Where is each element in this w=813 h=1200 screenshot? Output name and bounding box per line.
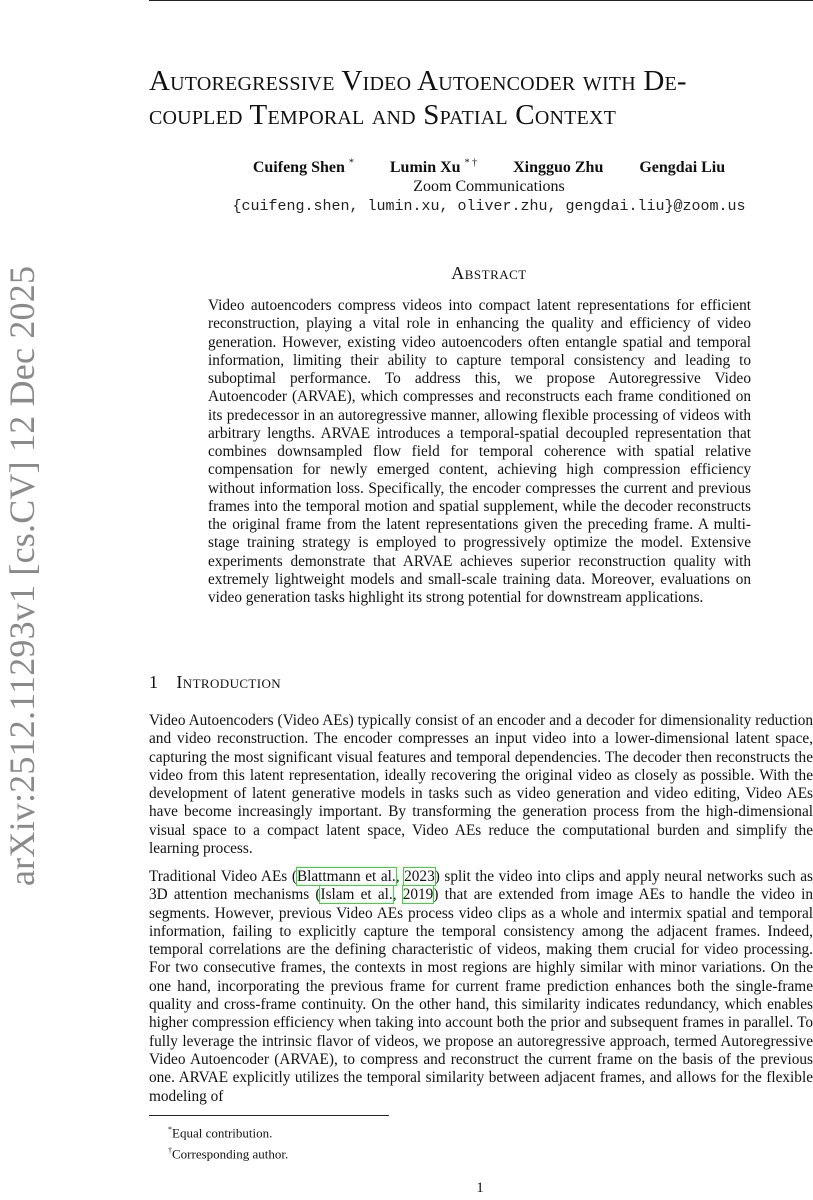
author xyxy=(253,159,354,176)
affiliation: Zoom Communications xyxy=(413,178,565,195)
title-line-1: Autoregressive Video Autoencoder with De- xyxy=(149,65,687,97)
author xyxy=(513,159,603,176)
footnote-mark: † xyxy=(168,1146,172,1156)
footnote-text: Corresponding author. xyxy=(172,1146,289,1162)
section-title: Introduction xyxy=(176,672,282,692)
paragraph-text: ) that are extended from image AEs to handle the video in segments. However, previous Video AEs process video clips as a whole and intermix spatial and temporal information, failing to explicitly capture the temporal consistency among the adjacent frames. Indeed, temporal correlations are the defining characteristic of videos, making them crucial for video processing. For two consecutive frames, the contexts in most regions are highly similar with minor variations. On the one hand, incorporating the previous frame for current frame prediction enhances both the single-frame quality and cross-frame continuity. On the other hand, this similarity indicates redundancy, which enables higher compression efficiency when taking into account both the prior and subsequent frames in parallel. To fully leverage the intrinsic flavor of videos, we propose an autoregressive approach, termed Autoregressive Video Autoencoder (ARVAE), to compress and reconstruct the current frame on the basis of the previous one. ARVAE explicitly utilizes the temporal similarity between adjacent frames, and allows for the flexible modeling of xyxy=(149,886,813,1105)
author-name: Xingguo Zhu xyxy=(513,159,604,177)
author xyxy=(390,159,477,176)
page-number: 1 xyxy=(476,1180,484,1196)
author-list xyxy=(149,158,813,177)
footnote-rule xyxy=(149,1115,389,1116)
author xyxy=(639,159,725,176)
paragraph-text: , xyxy=(392,886,403,904)
author-mark: * xyxy=(348,158,354,169)
intro-paragraph-2 xyxy=(149,868,813,1106)
title-line-2: coupled Temporal and Spatial Context xyxy=(149,99,617,131)
section-number: 1 xyxy=(149,672,159,692)
author-mark: * † xyxy=(464,158,478,169)
citation-link-islam[interactable]: Islam et al. xyxy=(320,886,393,904)
intro-paragraph-1: Video Autoencoders (Video AEs) typically consist of an encoder and a decoder for dimensionality reduction and video reconstruction. The encoder compresses an input video into a lower-dimensional latent space, capturing the most significant visual features and temporal dependencies. The decoder then reconstructs the video from this latent representation, ideally recovering the original video as closely as possible. With the development of latent generative models in tasks such as video generation and video editing, Video AEs have become increasingly important. By transforming the generation process from the high-dimensional visual space to a compact latent space, Video AEs reduce the computational burden and simplify the learning process. xyxy=(149,712,813,858)
citation-link-blattmann-year[interactable]: 2023 xyxy=(404,868,435,885)
author-name: Cuifeng Shen xyxy=(252,159,345,177)
section-heading-introduction xyxy=(149,672,281,693)
citation-link-islam-year[interactable]: 2019 xyxy=(402,886,434,904)
paragraph-text: Traditional Video AEs ( xyxy=(149,868,297,885)
footnote xyxy=(168,1142,288,1163)
footnotes xyxy=(168,1121,288,1164)
author-emails: {cuifeng.shen, lumin.xu, oliver.zhu, gengdai.liu}@zoom.us xyxy=(232,198,746,215)
paragraph-text: , xyxy=(395,868,405,885)
citation-link-blattmann[interactable]: Blattmann et al. xyxy=(296,868,396,885)
footnote xyxy=(168,1121,288,1142)
arxiv-identifier-stamp: arXiv:2512.11293v1 [cs.CV] 12 Dec 2025 xyxy=(2,265,42,886)
paragraph-text: ) split the video into clips and apply neural networks such as 3D attention mechanisms ( xyxy=(149,868,813,904)
header-rule xyxy=(149,0,813,1)
author-name: Lumin Xu xyxy=(389,159,461,177)
footnote-mark: * xyxy=(168,1125,172,1134)
abstract-heading: Abstract xyxy=(451,263,527,283)
abstract-text: Video autoencoders compress videos into compact latent representations for efficient reconstruction, playing a vital role in enhancing the quality and efficiency of video generation. However, existing video autoencoders often entangle spatial and temporal information, limiting their ability to capture temporal consistency and leading to suboptimal performance. To address this, we propose Autoregressive Video Autoencoder (ARVAE), which compresses and reconstructs each frame conditioned on its predecessor in an autoregressive manner, allowing flexible processing of videos with arbitrary lengths. ARVAE introduces a temporal-spatial decoupled representation that combines downsampled flow field for temporal coherence with spatial relative compensation for newly emerged content, achieving high compression efficiency without information loss. Specifically, the encoder compresses the current and previous frames into the temporal motion and spatial supplement, while the decoder reconstructs the original frame from the latent representations given the preceding frame. A multi-stage training strategy is employed to progressively optimize the model. Extensive experiments demonstrate that ARVAE achieves superior reconstruction quality with extremely lightweight models and small-scale training data. Moreover, evaluations on video generation tasks highlight its strong potential for downstream applications. xyxy=(208,297,751,606)
footnote-text: Equal contribution. xyxy=(172,1125,273,1141)
author-name: Gengdai Liu xyxy=(639,159,726,177)
paper-title xyxy=(149,64,813,132)
